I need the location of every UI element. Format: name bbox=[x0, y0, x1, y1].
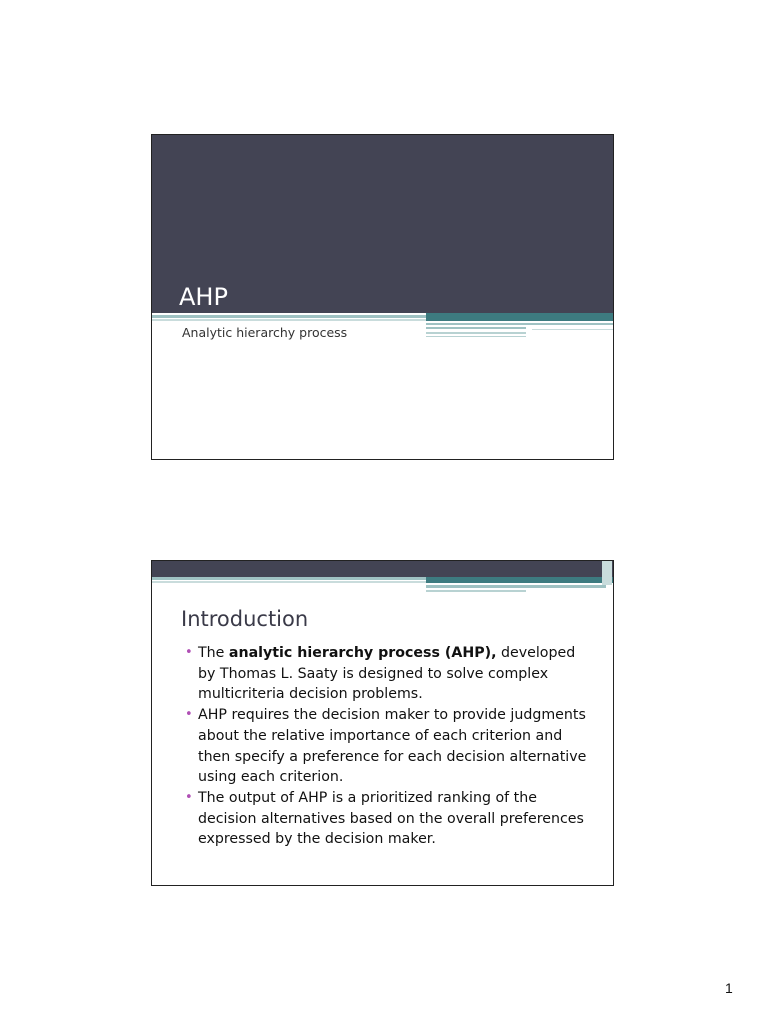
bullet-list bbox=[182, 643, 592, 850]
header-band bbox=[152, 561, 613, 577]
page-number: 1 bbox=[725, 980, 733, 996]
bullet-icon: • bbox=[185, 645, 193, 660]
title-slide bbox=[151, 134, 614, 460]
list-item: • The output of AHP is a prioritized ranking of the decision alternatives based on the overall preferences expressed by the decision maker. bbox=[185, 789, 584, 848]
decorative-stripe bbox=[426, 585, 606, 588]
decorative-stripe bbox=[426, 590, 526, 592]
decorative-stripe bbox=[532, 329, 614, 330]
bullet-icon: • bbox=[185, 707, 193, 723]
decorative-stripe bbox=[426, 577, 614, 583]
decorative-stripe bbox=[152, 577, 426, 580]
decorative-stripe bbox=[426, 327, 526, 329]
slide-title: AHP bbox=[179, 283, 228, 311]
decorative-stripe bbox=[152, 581, 426, 583]
list-item: • The analytic hierarchy process (AHP), developed by Thomas L. Saaty is designed to solve complex multicriteria decision problems. bbox=[185, 645, 576, 703]
decorative-stripe bbox=[426, 323, 614, 325]
slide-subtitle: Analytic hierarchy process bbox=[182, 325, 348, 340]
decorative-stripe bbox=[426, 313, 614, 321]
decorative-stripe bbox=[426, 336, 526, 337]
slide-title: Introduction bbox=[181, 607, 309, 631]
decorative-stripe bbox=[602, 561, 612, 585]
decorative-stripe bbox=[152, 319, 426, 321]
introduction-slide bbox=[151, 560, 614, 886]
decorative-stripe bbox=[152, 315, 426, 318]
bullet-icon: • bbox=[185, 789, 193, 805]
list-item: • AHP requires the decision maker to provide judgments about the relative importance of each criterion and then specify a preference for each decision alternative using each criterion. bbox=[185, 707, 587, 786]
decorative-stripe bbox=[426, 332, 526, 334]
